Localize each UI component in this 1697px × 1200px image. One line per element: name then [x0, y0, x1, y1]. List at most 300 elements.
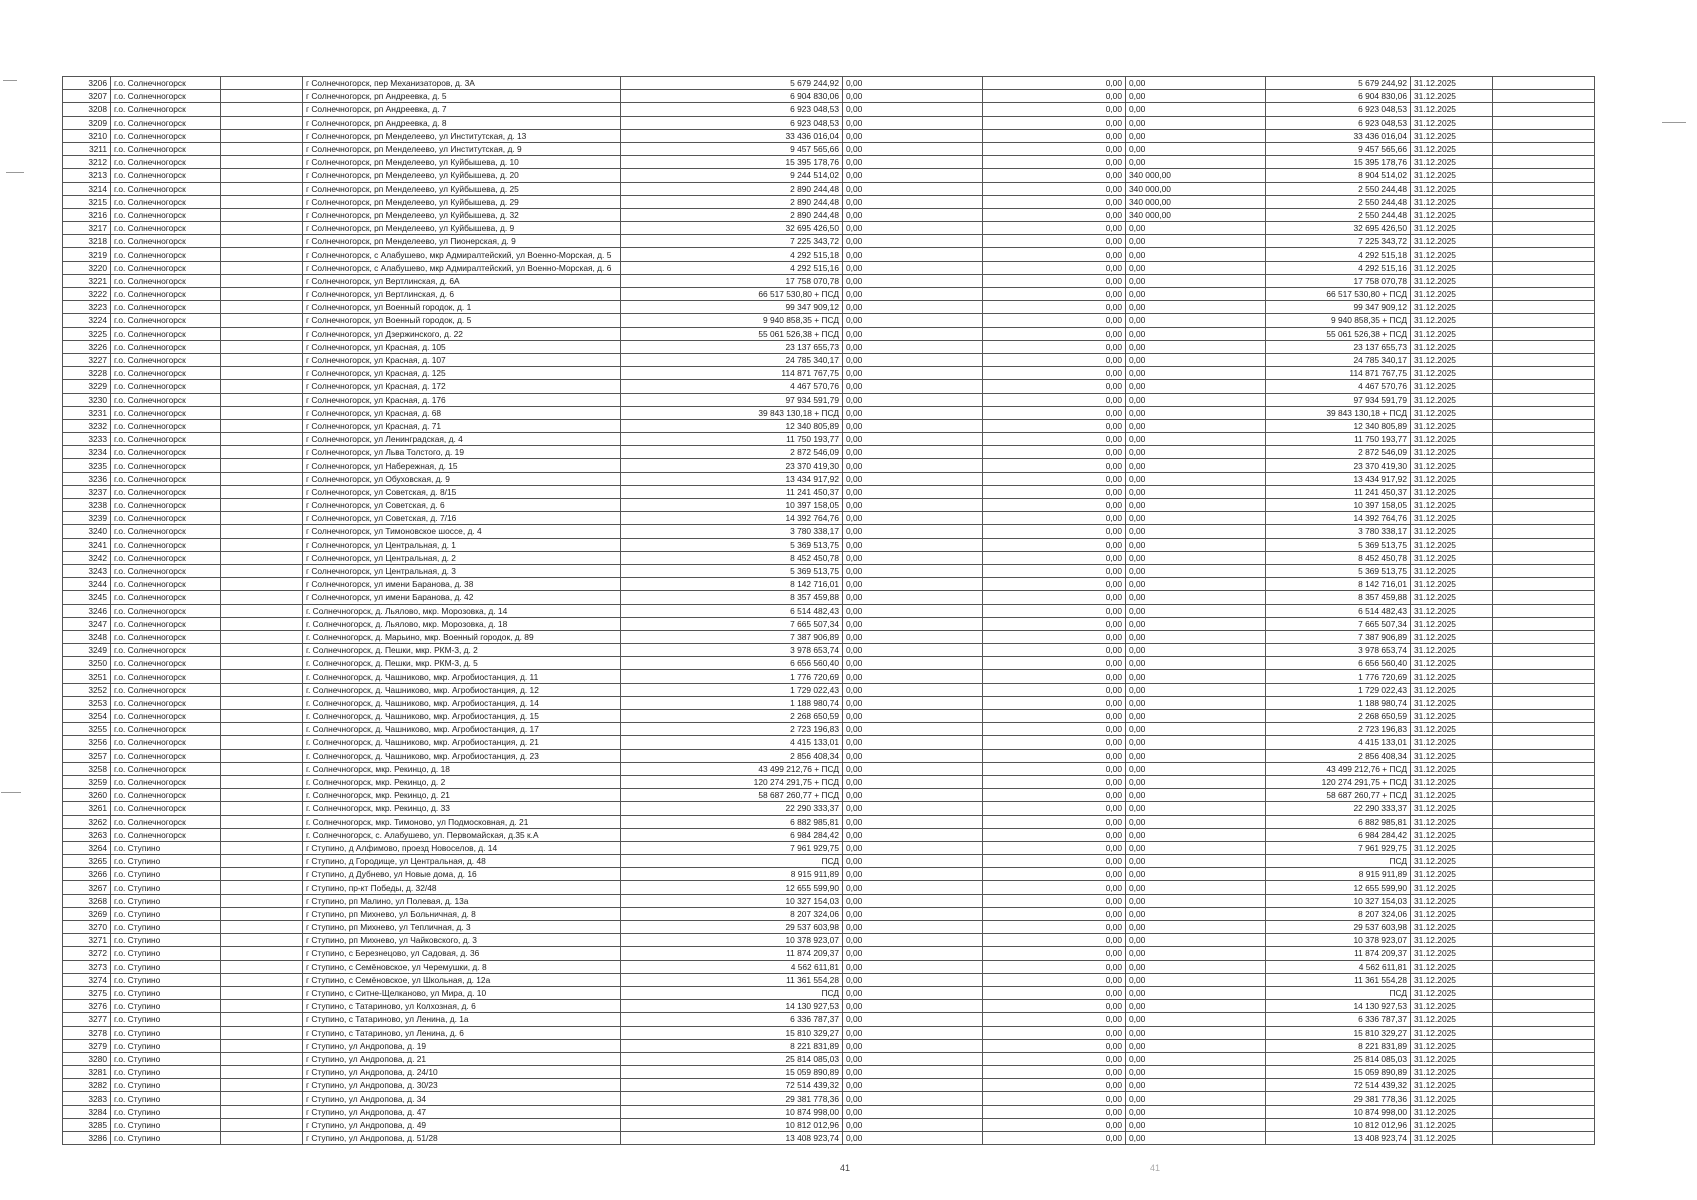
value-cell-2: 0,00	[983, 433, 1126, 446]
value-cell-1: 0,00	[843, 604, 983, 617]
blank-cell	[1493, 208, 1595, 221]
blank-cell	[1493, 512, 1595, 525]
district-cell: г.о. Солнечногорск	[111, 617, 221, 630]
table-row	[63, 762, 1595, 775]
blank-cell	[1493, 604, 1595, 617]
row-number-cell: 3273	[63, 960, 111, 973]
row-number-cell: 3257	[63, 749, 111, 762]
cost-cell: 33 436 016,04	[621, 129, 843, 142]
value-cell-2: 0,00	[983, 90, 1126, 103]
table-row	[63, 591, 1595, 604]
address-cell: г Солнечногорск, рп Менделеево, ул Институтская, д. 9	[303, 142, 621, 155]
value-cell-1: 0,00	[843, 1132, 983, 1145]
value-cell-3: 0,00	[1126, 551, 1266, 564]
district-cell: г.о. Ступино	[111, 947, 221, 960]
value-cell-2: 0,00	[983, 208, 1126, 221]
table-row	[63, 921, 1595, 934]
blank-cell	[221, 1039, 303, 1052]
total-cell: 13 408 923,74	[1266, 1132, 1411, 1145]
district-cell: г.о. Солнечногорск	[111, 235, 221, 248]
table-row	[63, 340, 1595, 353]
blank-cell	[1493, 828, 1595, 841]
value-cell-1: 0,00	[843, 485, 983, 498]
row-number-cell: 3235	[63, 459, 111, 472]
district-cell: г.о. Солнечногорск	[111, 828, 221, 841]
total-cell: ПСД	[1266, 855, 1411, 868]
total-cell: 2 550 244,48	[1266, 195, 1411, 208]
blank-cell	[1493, 90, 1595, 103]
district-cell: г.о. Солнечногорск	[111, 604, 221, 617]
blank-cell	[1493, 301, 1595, 314]
total-cell: 15 395 178,76	[1266, 156, 1411, 169]
value-cell-1: 0,00	[843, 288, 983, 301]
blank-cell	[221, 499, 303, 512]
value-cell-2: 0,00	[983, 1052, 1126, 1065]
district-cell: г.о. Солнечногорск	[111, 353, 221, 366]
blank-cell	[221, 208, 303, 221]
district-cell: г.о. Солнечногорск	[111, 103, 221, 116]
value-cell-3: 0,00	[1126, 156, 1266, 169]
blank-cell	[1493, 274, 1595, 287]
blank-cell	[221, 182, 303, 195]
date-cell: 31.12.2025	[1411, 960, 1493, 973]
total-cell: 10 378 923,07	[1266, 934, 1411, 947]
district-cell: г.о. Ступино	[111, 907, 221, 920]
cost-cell: 10 874 998,00	[621, 1105, 843, 1118]
total-cell: 4 467 570,76	[1266, 380, 1411, 393]
value-cell-2: 0,00	[983, 222, 1126, 235]
district-cell: г.о. Солнечногорск	[111, 248, 221, 261]
address-cell: г Ступино, с Семёновское, ул Черемушки, д. 8	[303, 960, 621, 973]
row-number-cell: 3281	[63, 1066, 111, 1079]
blank-cell	[221, 103, 303, 116]
cost-cell: 1 729 022,43	[621, 683, 843, 696]
value-cell-2: 0,00	[983, 1105, 1126, 1118]
cost-cell: 12 340 805,89	[621, 419, 843, 432]
total-cell: 23 370 419,30	[1266, 459, 1411, 472]
cost-cell: 7 387 906,89	[621, 630, 843, 643]
value-cell-1: 0,00	[843, 380, 983, 393]
total-cell: 11 361 554,28	[1266, 973, 1411, 986]
blank-cell	[221, 340, 303, 353]
address-cell: г Ступино, ул Андропова, д. 34	[303, 1092, 621, 1105]
blank-cell	[1493, 789, 1595, 802]
total-cell: 11 241 450,37	[1266, 485, 1411, 498]
date-cell: 31.12.2025	[1411, 894, 1493, 907]
value-cell-1: 0,00	[843, 472, 983, 485]
total-cell: 72 514 439,32	[1266, 1079, 1411, 1092]
blank-cell	[1493, 657, 1595, 670]
district-cell: г.о. Ступино	[111, 1079, 221, 1092]
blank-cell	[1493, 762, 1595, 775]
blank-cell	[221, 802, 303, 815]
district-cell: г.о. Ступино	[111, 841, 221, 854]
district-cell: г.о. Ступино	[111, 855, 221, 868]
value-cell-3: 0,00	[1126, 380, 1266, 393]
total-cell: 15 810 329,27	[1266, 1026, 1411, 1039]
district-cell: г.о. Солнечногорск	[111, 380, 221, 393]
value-cell-2: 0,00	[983, 868, 1126, 881]
district-cell: г.о. Солнечногорск	[111, 340, 221, 353]
value-cell-2: 0,00	[983, 248, 1126, 261]
district-cell: г.о. Ступино	[111, 881, 221, 894]
value-cell-2: 0,00	[983, 828, 1126, 841]
value-cell-3: 0,00	[1126, 103, 1266, 116]
address-cell: г Ступино, с Ситне-Щелканово, ул Мира, д. 10	[303, 986, 621, 999]
total-cell: 4 415 133,01	[1266, 736, 1411, 749]
district-cell: г.о. Солнечногорск	[111, 419, 221, 432]
total-cell: 2 550 244,48	[1266, 208, 1411, 221]
blank-cell	[221, 222, 303, 235]
table-row	[63, 459, 1595, 472]
value-cell-3: 0,00	[1126, 578, 1266, 591]
value-cell-2: 0,00	[983, 367, 1126, 380]
cost-cell: 29 537 603,98	[621, 921, 843, 934]
address-cell: г Ступино, с Татариново, ул Колхозная, д. 6	[303, 1000, 621, 1013]
date-cell: 31.12.2025	[1411, 288, 1493, 301]
date-cell: 31.12.2025	[1411, 696, 1493, 709]
value-cell-2: 0,00	[983, 129, 1126, 142]
value-cell-3: 0,00	[1126, 525, 1266, 538]
blank-cell	[1493, 169, 1595, 182]
district-cell: г.о. Солнечногорск	[111, 736, 221, 749]
row-number-cell: 3264	[63, 841, 111, 854]
district-cell: г.о. Солнечногорск	[111, 459, 221, 472]
table-row	[63, 380, 1595, 393]
table-row	[63, 274, 1595, 287]
blank-cell	[1493, 222, 1595, 235]
cost-cell: 6 656 560,40	[621, 657, 843, 670]
blank-cell	[221, 551, 303, 564]
value-cell-3: 0,00	[1126, 90, 1266, 103]
blank-cell	[221, 129, 303, 142]
address-cell: г. Солнечногорск, д. Чашниково, мкр. Агробиостанция, д. 11	[303, 670, 621, 683]
date-cell: 31.12.2025	[1411, 1052, 1493, 1065]
address-cell: г Ступино, рп Михнево, ул Чайковского, д. 3	[303, 934, 621, 947]
cost-cell: 4 467 570,76	[621, 380, 843, 393]
value-cell-2: 0,00	[983, 353, 1126, 366]
district-cell: г.о. Солнечногорск	[111, 142, 221, 155]
value-cell-1: 0,00	[843, 921, 983, 934]
value-cell-2: 0,00	[983, 723, 1126, 736]
table-row	[63, 367, 1595, 380]
value-cell-2: 0,00	[983, 1118, 1126, 1131]
value-cell-2: 0,00	[983, 380, 1126, 393]
blank-cell	[1493, 670, 1595, 683]
value-cell-3: 0,00	[1126, 499, 1266, 512]
table-row	[63, 77, 1595, 90]
row-number-cell: 3217	[63, 222, 111, 235]
address-cell: г Солнечногорск, ул Красная, д. 176	[303, 393, 621, 406]
cost-cell: 120 274 291,75 + ПСД	[621, 775, 843, 788]
table-row	[63, 947, 1595, 960]
value-cell-1: 0,00	[843, 960, 983, 973]
date-cell: 31.12.2025	[1411, 169, 1493, 182]
value-cell-3: 0,00	[1126, 934, 1266, 947]
row-number-cell: 3215	[63, 195, 111, 208]
total-cell: 33 436 016,04	[1266, 129, 1411, 142]
blank-cell	[221, 762, 303, 775]
blank-cell	[221, 327, 303, 340]
blank-cell	[221, 288, 303, 301]
value-cell-3: 0,00	[1126, 736, 1266, 749]
table-row	[63, 525, 1595, 538]
district-cell: г.о. Ступино	[111, 1092, 221, 1105]
blank-cell	[221, 630, 303, 643]
value-cell-2: 0,00	[983, 393, 1126, 406]
total-cell: 8 452 450,78	[1266, 551, 1411, 564]
blank-cell	[221, 644, 303, 657]
value-cell-2: 0,00	[983, 182, 1126, 195]
blank-cell	[221, 314, 303, 327]
blank-cell	[1493, 960, 1595, 973]
value-cell-2: 0,00	[983, 841, 1126, 854]
cost-cell: 3 780 338,17	[621, 525, 843, 538]
date-cell: 31.12.2025	[1411, 406, 1493, 419]
value-cell-2: 0,00	[983, 802, 1126, 815]
blank-cell	[1493, 907, 1595, 920]
district-cell: г.о. Ступино	[111, 934, 221, 947]
cost-cell: 15 810 329,27	[621, 1026, 843, 1039]
district-cell: г.о. Солнечногорск	[111, 512, 221, 525]
table-row	[63, 393, 1595, 406]
row-number-cell: 3279	[63, 1039, 111, 1052]
value-cell-2: 0,00	[983, 670, 1126, 683]
date-cell: 31.12.2025	[1411, 367, 1493, 380]
value-cell-2: 0,00	[983, 142, 1126, 155]
date-cell: 31.12.2025	[1411, 828, 1493, 841]
address-cell: г Ступино, ул Андропова, д. 30/23	[303, 1079, 621, 1092]
value-cell-3: 0,00	[1126, 802, 1266, 815]
blank-cell	[221, 789, 303, 802]
address-cell: г Солнечногорск, ул Красная, д. 125	[303, 367, 621, 380]
value-cell-1: 0,00	[843, 907, 983, 920]
district-cell: г.о. Ступино	[111, 1118, 221, 1131]
value-cell-2: 0,00	[983, 485, 1126, 498]
value-cell-1: 0,00	[843, 894, 983, 907]
value-cell-3: 340 000,00	[1126, 208, 1266, 221]
date-cell: 31.12.2025	[1411, 472, 1493, 485]
value-cell-1: 0,00	[843, 367, 983, 380]
total-cell: 32 695 426,50	[1266, 222, 1411, 235]
blank-cell	[221, 301, 303, 314]
table-row	[63, 485, 1595, 498]
address-cell: г Ступино, д Алфимово, проезд Новоселов, д. 14	[303, 841, 621, 854]
address-cell: г Солнечногорск, ул Центральная, д. 3	[303, 564, 621, 577]
blank-cell	[221, 446, 303, 459]
date-cell: 31.12.2025	[1411, 736, 1493, 749]
value-cell-1: 0,00	[843, 77, 983, 90]
cost-cell: 15 059 890,89	[621, 1066, 843, 1079]
table-row	[63, 129, 1595, 142]
value-cell-3: 0,00	[1126, 591, 1266, 604]
row-number-cell: 3209	[63, 116, 111, 129]
row-number-cell: 3247	[63, 617, 111, 630]
table-row	[63, 90, 1595, 103]
cost-cell: 2 890 244,48	[621, 182, 843, 195]
table-row	[63, 1092, 1595, 1105]
value-cell-1: 0,00	[843, 696, 983, 709]
table-row	[63, 881, 1595, 894]
total-cell: 9 457 565,66	[1266, 142, 1411, 155]
date-cell: 31.12.2025	[1411, 459, 1493, 472]
blank-cell	[1493, 472, 1595, 485]
address-cell: г Ступино, рп Михнево, ул Тепличная, д. 3	[303, 921, 621, 934]
row-number-cell: 3213	[63, 169, 111, 182]
table-row	[63, 617, 1595, 630]
row-number-cell: 3245	[63, 591, 111, 604]
address-cell: г Солнечногорск, ул Набережная, д. 15	[303, 459, 621, 472]
table-row	[63, 934, 1595, 947]
blank-cell	[1493, 433, 1595, 446]
row-number-cell: 3224	[63, 314, 111, 327]
value-cell-3: 0,00	[1126, 459, 1266, 472]
date-cell: 31.12.2025	[1411, 657, 1493, 670]
cost-cell: 6 336 787,37	[621, 1013, 843, 1026]
value-cell-3: 0,00	[1126, 1079, 1266, 1092]
table-row	[63, 288, 1595, 301]
district-cell: г.о. Ступино	[111, 1013, 221, 1026]
total-cell: 4 292 515,18	[1266, 248, 1411, 261]
row-number-cell: 3282	[63, 1079, 111, 1092]
blank-cell	[1493, 591, 1595, 604]
district-cell: г.о. Солнечногорск	[111, 485, 221, 498]
value-cell-3: 340 000,00	[1126, 169, 1266, 182]
value-cell-3: 0,00	[1126, 921, 1266, 934]
total-cell: 29 537 603,98	[1266, 921, 1411, 934]
table-row	[63, 169, 1595, 182]
value-cell-1: 0,00	[843, 1013, 983, 1026]
value-cell-2: 0,00	[983, 881, 1126, 894]
date-cell: 31.12.2025	[1411, 314, 1493, 327]
cost-cell: 8 142 716,01	[621, 578, 843, 591]
value-cell-2: 0,00	[983, 710, 1126, 723]
date-cell: 31.12.2025	[1411, 934, 1493, 947]
date-cell: 31.12.2025	[1411, 604, 1493, 617]
district-cell: г.о. Солнечногорск	[111, 156, 221, 169]
value-cell-3: 0,00	[1126, 973, 1266, 986]
row-number-cell: 3226	[63, 340, 111, 353]
value-cell-3: 0,00	[1126, 868, 1266, 881]
blank-cell	[221, 156, 303, 169]
address-cell: г Ступино, ул Андропова, д. 24/10	[303, 1066, 621, 1079]
value-cell-2: 0,00	[983, 1079, 1126, 1092]
address-cell: г. Солнечногорск, д. Чашниково, мкр. Агробиостанция, д. 12	[303, 683, 621, 696]
blank-cell	[1493, 77, 1595, 90]
table-row	[63, 868, 1595, 881]
district-cell: г.о. Солнечногорск	[111, 644, 221, 657]
date-cell: 31.12.2025	[1411, 380, 1493, 393]
value-cell-3: 0,00	[1126, 340, 1266, 353]
scan-artifact	[1662, 122, 1686, 123]
scan-artifact	[1, 792, 21, 793]
cost-cell: 11 241 450,37	[621, 485, 843, 498]
cost-cell: 10 327 154,03	[621, 894, 843, 907]
district-cell: г.о. Ступино	[111, 1132, 221, 1145]
district-cell: г.о. Солнечногорск	[111, 169, 221, 182]
address-cell: г Солнечногорск, ул Красная, д. 68	[303, 406, 621, 419]
row-number-cell: 3206	[63, 77, 111, 90]
row-number-cell: 3212	[63, 156, 111, 169]
blank-cell	[221, 116, 303, 129]
value-cell-2: 0,00	[983, 564, 1126, 577]
blank-cell	[1493, 1039, 1595, 1052]
date-cell: 31.12.2025	[1411, 868, 1493, 881]
cost-cell: 12 655 599,90	[621, 881, 843, 894]
date-cell: 31.12.2025	[1411, 90, 1493, 103]
date-cell: 31.12.2025	[1411, 1079, 1493, 1092]
value-cell-3: 0,00	[1126, 1013, 1266, 1026]
district-cell: г.о. Солнечногорск	[111, 775, 221, 788]
address-cell: г. Солнечногорск, д. Чашниково, мкр. Агробиостанция, д. 21	[303, 736, 621, 749]
row-number-cell: 3267	[63, 881, 111, 894]
cost-cell: 29 381 778,36	[621, 1092, 843, 1105]
address-cell: г Солнечногорск, ул Вертлинская, д. 6А	[303, 274, 621, 287]
row-number-cell: 3239	[63, 512, 111, 525]
address-cell: г. Солнечногорск, д. Марьино, мкр. Военный городок, д. 89	[303, 630, 621, 643]
table-row	[63, 248, 1595, 261]
row-number-cell: 3240	[63, 525, 111, 538]
value-cell-2: 0,00	[983, 472, 1126, 485]
total-cell: 5 369 513,75	[1266, 564, 1411, 577]
value-cell-2: 0,00	[983, 446, 1126, 459]
value-cell-1: 0,00	[843, 670, 983, 683]
blank-cell	[1493, 182, 1595, 195]
value-cell-1: 0,00	[843, 195, 983, 208]
cost-cell: ПСД	[621, 855, 843, 868]
cost-cell: 2 856 408,34	[621, 749, 843, 762]
total-cell: 2 550 244,48	[1266, 182, 1411, 195]
value-cell-3: 0,00	[1126, 538, 1266, 551]
cost-cell: 22 290 333,37	[621, 802, 843, 815]
blank-cell	[221, 274, 303, 287]
table-row	[63, 828, 1595, 841]
value-cell-2: 0,00	[983, 169, 1126, 182]
address-cell: г Солнечногорск, рп Менделеево, ул Куйбышева, д. 29	[303, 195, 621, 208]
district-cell: г.о. Солнечногорск	[111, 710, 221, 723]
value-cell-1: 0,00	[843, 1118, 983, 1131]
cost-cell: 24 785 340,17	[621, 353, 843, 366]
blank-cell	[1493, 235, 1595, 248]
address-cell: г Солнечногорск, рп Менделеево, ул Куйбышева, д. 25	[303, 182, 621, 195]
table-row	[63, 1132, 1595, 1145]
table-row	[63, 723, 1595, 736]
address-cell: г Ступино, ул Андропова, д. 49	[303, 1118, 621, 1131]
row-number-cell: 3253	[63, 696, 111, 709]
cost-cell: 13 434 917,92	[621, 472, 843, 485]
value-cell-1: 0,00	[843, 393, 983, 406]
value-cell-2: 0,00	[983, 921, 1126, 934]
total-cell: 1 188 980,74	[1266, 696, 1411, 709]
address-cell: г Солнечногорск, ул Военный городок, д. 5	[303, 314, 621, 327]
date-cell: 31.12.2025	[1411, 208, 1493, 221]
district-cell: г.о. Солнечногорск	[111, 472, 221, 485]
row-number-cell: 3208	[63, 103, 111, 116]
value-cell-2: 0,00	[983, 762, 1126, 775]
row-number-cell: 3242	[63, 551, 111, 564]
total-cell: 6 336 787,37	[1266, 1013, 1411, 1026]
table-row	[63, 103, 1595, 116]
blank-cell	[221, 775, 303, 788]
blank-cell	[1493, 314, 1595, 327]
date-cell: 31.12.2025	[1411, 1105, 1493, 1118]
value-cell-2: 0,00	[983, 815, 1126, 828]
district-cell: г.о. Ступино	[111, 973, 221, 986]
table-row	[63, 815, 1595, 828]
value-cell-3: 0,00	[1126, 327, 1266, 340]
row-number-cell: 3241	[63, 538, 111, 551]
address-cell: г. Солнечногорск, д. Льялово, мкр. Морозовка, д. 18	[303, 617, 621, 630]
